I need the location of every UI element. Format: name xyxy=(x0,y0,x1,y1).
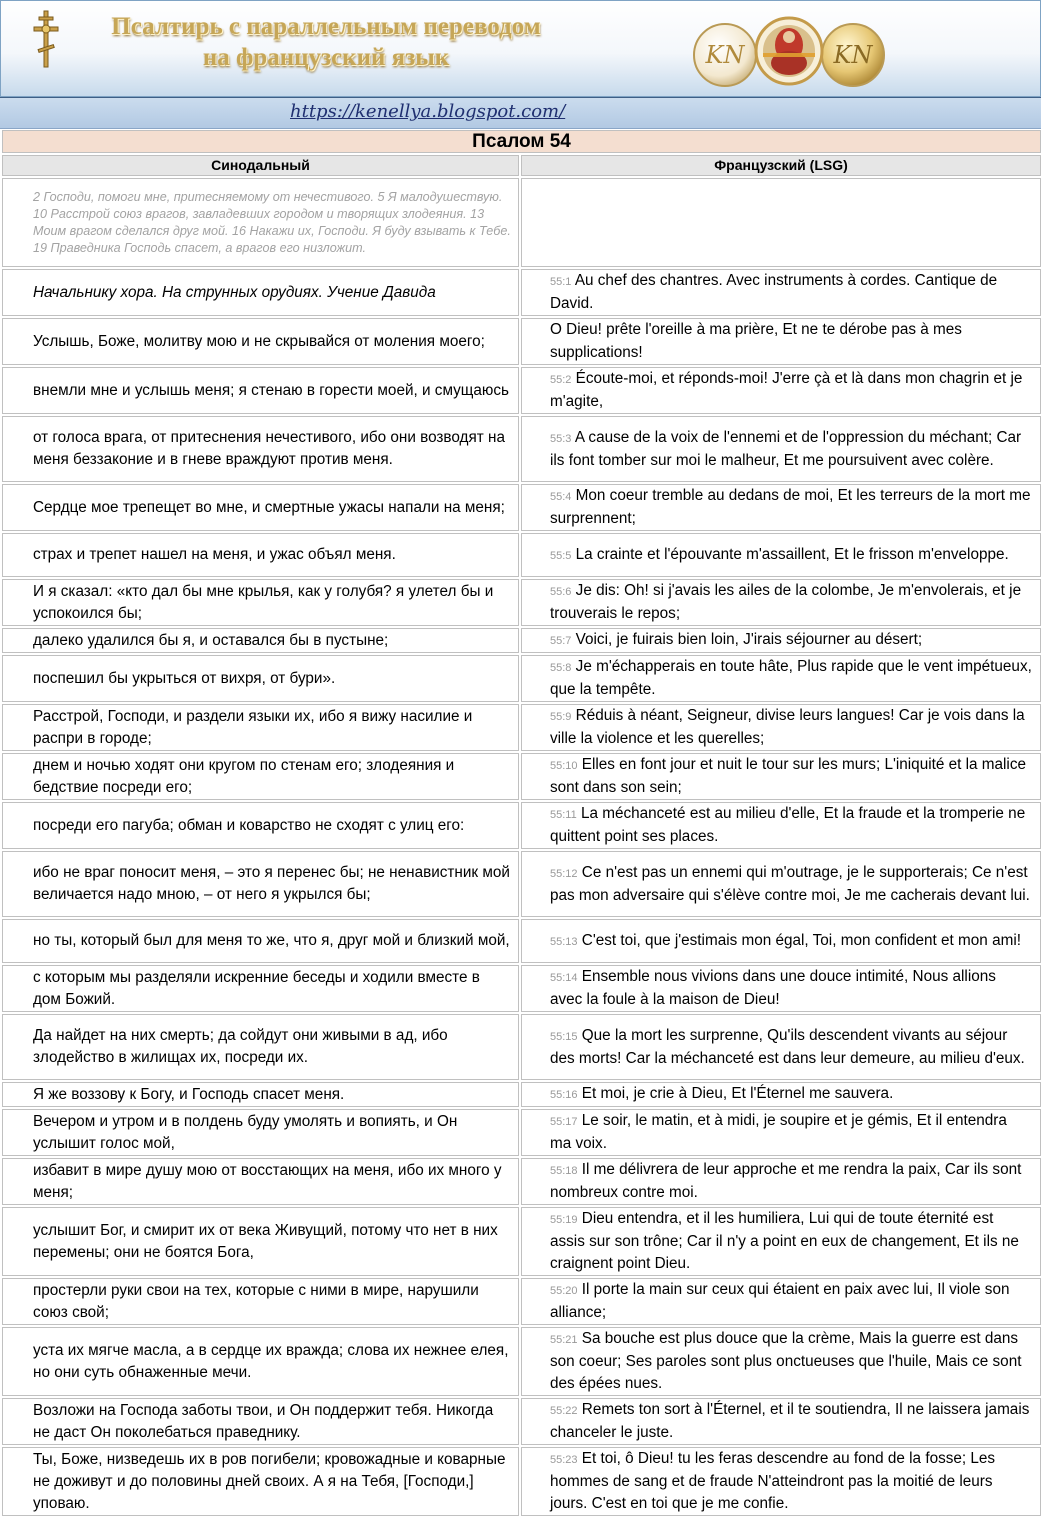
verse-french: Au chef des chantres. Avec instruments à cordes. Cantique de David. xyxy=(550,272,998,312)
verse-french: Que la mort les surprenne, Qu'ils descendent vivants au séjour des morts! Car la méchanceté est dans leur demeure, au milieu d'eux. xyxy=(550,1026,1025,1067)
verse-row xyxy=(2,965,1041,1012)
verse-number: 55:4 xyxy=(550,491,572,503)
verse-row xyxy=(2,1109,1041,1156)
verse-french-cell xyxy=(521,704,1041,751)
verse-number: 55:12 xyxy=(550,867,578,880)
verse-synodal: избавит в мире душу мою от восстающих на меня, ибо их много у меня; xyxy=(2,1158,519,1205)
verse-french-cell xyxy=(521,367,1041,414)
verse-number: 55:10 xyxy=(550,760,578,772)
verse-french-cell xyxy=(521,1447,1041,1516)
verse-row xyxy=(2,628,1041,653)
verse-synodal: с которым мы разделяли искренние беседы и ходили вместе в дом Божий. xyxy=(2,965,519,1012)
verse-row xyxy=(2,416,1041,482)
verse-row xyxy=(2,919,1041,963)
verse-synodal: уста их мягче масла, а в сердце их вражда; слова их нежнее елея, но они суть обнаженные мечи. xyxy=(2,1327,519,1396)
verse-french-cell xyxy=(521,1398,1041,1445)
verse-number: 55:1 xyxy=(550,276,572,288)
verse-number: 55:15 xyxy=(550,1030,578,1043)
verse-number: 55:20 xyxy=(550,1285,578,1297)
verse-french: Écoute-moi, et réponds-moi! J'erre çà et là dans mon chagrin et je m'agite, xyxy=(550,370,1023,410)
column-header-french: Французский (LSG) xyxy=(521,155,1041,176)
verse-french-cell xyxy=(521,318,1041,365)
verse-number: 55:23 xyxy=(550,1454,578,1466)
verse-row xyxy=(2,1278,1041,1325)
verse-number: 55:2 xyxy=(550,374,572,386)
verse-french-cell xyxy=(521,1207,1041,1276)
verse-number: 55:11 xyxy=(550,809,577,821)
verse-synodal: услышит Бог, и смирит их от века Живущий, потому что нет в них перемены; они не боятся Бога, xyxy=(2,1207,519,1276)
verse-synodal: далеко удалился бы я, и оставался бы в пустыне; xyxy=(2,628,519,653)
verse-row xyxy=(2,655,1041,702)
verse-french: Dieu entendra, et il les humiliera, Lui qui de toute éternité est assis sur son trône; Car il n'y a point en eux de changement, Et ils ne craignent point Dieu. xyxy=(550,1210,1019,1272)
verse-french-cell xyxy=(521,965,1041,1012)
verse-row xyxy=(2,753,1041,800)
verse-row xyxy=(2,1207,1041,1276)
verse-french: Le soir, le matin, et à midi, je soupire et je gémis, Et il entendra ma voix. xyxy=(550,1112,1007,1152)
verse-synodal: Расстрой, Господи, и раздели языки их, ибо я вижу насилие и распри в городе; xyxy=(2,704,519,751)
verse-number: 55:14 xyxy=(550,972,578,984)
verse-number: 55:18 xyxy=(550,1165,578,1177)
verse-synodal: Начальнику хора. На струнных орудиях. Учение Давида xyxy=(2,269,519,316)
verse-french: C'est toi, que j'estimais mon égal, Toi, mon confident et mon ami! xyxy=(581,931,1021,949)
verse-synodal: Ты, Боже, низведешь их в ров погибели; кровожадные и коварные не доживут и до половины дней своих. А я на Тебя, [Господи,] уповаю. xyxy=(2,1447,519,1516)
verse-french: Mon coeur tremble au dedans de moi, Et les terreurs de la mort me surprennent; xyxy=(550,487,1031,527)
verse-french: A cause de la voix de l'ennemi et de l'oppression du méchant; Car ils font tomber sur moi le malheur, Et me poursuivent avec colère. xyxy=(550,428,1022,469)
verse-french: Remets ton sort à l'Éternel, et il te soutiendra, Il ne laissera jamais chanceler le juste. xyxy=(550,1401,1030,1441)
verse-french: Je dis: Oh! si j'avais les ailes de la colombe, Je m'envolerais, et je trouverais le repos; xyxy=(550,582,1022,622)
verse-french-cell xyxy=(521,919,1041,963)
verse-synodal: днем и ночью ходят они кругом по стенам его; злодеяния и бедствие посреди его; xyxy=(2,753,519,800)
verse-number: 55:5 xyxy=(550,549,572,562)
verse-row xyxy=(2,1014,1041,1080)
verse-french-cell xyxy=(521,416,1041,482)
verse-row xyxy=(2,269,1041,316)
logo-medallions xyxy=(691,15,891,93)
orthodox-cross-icon xyxy=(31,9,61,69)
summary-empty-cell xyxy=(521,178,1041,267)
verse-number: 55:3 xyxy=(550,432,572,445)
verse-number: 55:17 xyxy=(550,1116,578,1128)
verse-french-cell xyxy=(521,1158,1041,1205)
verse-french-cell xyxy=(521,753,1041,800)
verse-french-cell xyxy=(521,1082,1041,1107)
verse-synodal: страх и трепет нашел на меня, и ужас объял меня. xyxy=(2,533,519,577)
verse-synodal: Сердце мое трепещет во мне, и смертные ужасы напали на меня; xyxy=(2,484,519,531)
verse-french-cell xyxy=(521,269,1041,316)
verse-french-cell xyxy=(521,533,1041,577)
verse-synodal: ибо не враг поносит меня, – это я перенес бы; не ненавистник мой величается надо мною, – от него я укрылся бы; xyxy=(2,851,519,917)
verse-synodal: посреди его пагуба; обман и коварство не сходят с улиц его: xyxy=(2,802,519,849)
verse-french: Et moi, je crie à Dieu, Et l'Éternel me sauvera. xyxy=(581,1085,894,1102)
banner-title xyxy=(61,11,591,73)
verse-french-cell xyxy=(521,851,1041,917)
verse-french: Voici, je fuirais bien loin, J'irais séjourner au désert; xyxy=(575,631,923,648)
verse-french: Il me délivrera de leur approche et me rendra la paix, Car ils sont nombreux contre moi. xyxy=(550,1161,1022,1201)
verse-number: 55:8 xyxy=(550,662,572,674)
verse-french-cell xyxy=(521,579,1041,626)
verse-number: 55:7 xyxy=(550,635,572,647)
url-strip xyxy=(0,97,1041,129)
verse-row xyxy=(2,579,1041,626)
verse-french: O Dieu! prête l'oreille à ma prière, Et ne te dérobe pas à mes supplications! xyxy=(550,321,962,361)
verse-number: 55:6 xyxy=(550,586,572,598)
verse-french-cell xyxy=(521,655,1041,702)
verse-french: Ce n'est pas un ennemi qui m'outrage, je le supporterais; Ce n'est pas mon adversaire qui s'élève contre moi, Je me cacherais devant lui. xyxy=(550,863,1030,904)
verse-synodal: простерли руки свои на тех, которые с ними в мире, нарушили союз свой; xyxy=(2,1278,519,1325)
verse-synodal: Я же воззову к Богу, и Господь спасет меня. xyxy=(2,1082,519,1107)
verse-french: Et toi, ô Dieu! tu les feras descendre au fond de la fosse; Les hommes de sang et de fraude N'atteindront pas la moitié de leurs jours. C'est en toi que je me confie. xyxy=(550,1450,996,1512)
verse-french-cell xyxy=(521,1278,1041,1325)
verse-row xyxy=(2,851,1041,917)
verse-synodal: от голоса врага, от притеснения нечестивого, ибо они возводят на меня беззаконие и в гневе враждуют против меня. xyxy=(2,416,519,482)
verse-french: Ensemble nous vivions dans une douce intimité, Nous allions avec la foule à la maison de Dieu! xyxy=(550,968,996,1008)
verse-synodal: Возложи на Господа заботы твои, и Он поддержит тебя. Никогда не даст Он поколебаться праведнику. xyxy=(2,1398,519,1445)
verse-number: 55:16 xyxy=(550,1089,578,1101)
verse-number: 55:13 xyxy=(550,935,578,948)
verse-french: Réduis à néant, Seigneur, divise leurs langues! Car je vois dans la ville la violence et les querelles; xyxy=(550,707,1025,747)
psalm-title: Псалом 54 xyxy=(2,130,1041,153)
verse-number: 55:9 xyxy=(550,711,572,723)
verse-row xyxy=(2,1398,1041,1445)
blog-url-link[interactable]: https://kenellya.blogspot.com/ xyxy=(290,101,566,122)
verse-french: Elles en font jour et nuit le tour sur les murs; L'iniquité et la malice sont dans son sein; xyxy=(550,756,1026,796)
verse-synodal: поспешил бы укрыться от вихря, от бури». xyxy=(2,655,519,702)
verse-french: La méchanceté est au milieu d'elle, Et la fraude et la tromperie ne quittent point ses places. xyxy=(550,805,1026,845)
verse-number: 55:19 xyxy=(550,1214,578,1226)
verse-number: 55:21 xyxy=(550,1334,578,1346)
verse-row xyxy=(2,1327,1041,1396)
verse-french: La crainte et l'épouvante m'assaillent, Et le frisson m'enveloppe. xyxy=(575,545,1009,563)
verse-row xyxy=(2,1447,1041,1516)
verse-synodal: но ты, который был для меня то же, что я, друг мой и близкий мой, xyxy=(2,919,519,963)
banner-title-line2: на французский язык xyxy=(202,44,450,71)
verse-synodal: И я сказал: «кто дал бы мне крылья, как у голубя? я улетел бы и успокоился бы; xyxy=(2,579,519,626)
verse-row xyxy=(2,533,1041,577)
column-header-synodal: Синодальный xyxy=(2,155,519,176)
verse-row xyxy=(2,802,1041,849)
psalm-summary: 2 Господи, помоги мне, притесняемому от нечестивого. 5 Я малодушествую. 10 Расстрой союз врагов, завладевших городом и творящих злодеяния. 13 Моим врагом сделался друг мой. 16 Накажи их, Господи. Я буду взывать к Тебе. 19 Праведника Господь спасет, а врагов его низложит. xyxy=(2,178,519,267)
banner-title-line1: Псалтирь с параллельным переводом xyxy=(111,13,541,40)
verse-row xyxy=(2,484,1041,531)
verse-french-cell xyxy=(521,1014,1041,1080)
verse-french-cell xyxy=(521,1109,1041,1156)
verse-row xyxy=(2,1158,1041,1205)
verse-synodal: Услышь, Боже, молитву мою и не скрывайся от моления моего; xyxy=(2,318,519,365)
verse-synodal: Вечером и утром и в полдень буду умолять и вопиять, и Он услышит голос мой, xyxy=(2,1109,519,1156)
verse-synodal: Да найдет на них смерть; да сойдут они живыми в ад, ибо злодейство в жилищах их, посреди их. xyxy=(2,1014,519,1080)
verse-french: Sa bouche est plus douce que la crème, Mais la guerre est dans son coeur; Ses paroles sont plus onctueuses que l'huile, Mais ce sont des épées nues. xyxy=(550,1330,1022,1392)
verse-french-cell xyxy=(521,802,1041,849)
verse-french-cell xyxy=(521,1327,1041,1396)
header-banner xyxy=(0,0,1041,97)
verse-row xyxy=(2,318,1041,365)
verse-row xyxy=(2,1082,1041,1107)
verse-synodal: внемли мне и услышь меня; я стенаю в горести моей, и смущаюсь xyxy=(2,367,519,414)
verse-number: 55:22 xyxy=(550,1405,578,1417)
verse-row xyxy=(2,704,1041,751)
verse-french-cell xyxy=(521,628,1041,653)
psalm-table xyxy=(0,128,1041,1518)
logo-monogram-right: KN xyxy=(833,41,873,69)
verse-french: Je m'échapperais en toute hâte, Plus rapide que le vent impétueux, que la tempête. xyxy=(550,658,1032,698)
verse-row xyxy=(2,367,1041,414)
verse-french-cell xyxy=(521,484,1041,531)
verse-french: Il porte la main sur ceux qui étaient en paix avec lui, Il viole son alliance; xyxy=(550,1281,1010,1321)
logo-monogram-left: KN xyxy=(705,41,745,69)
